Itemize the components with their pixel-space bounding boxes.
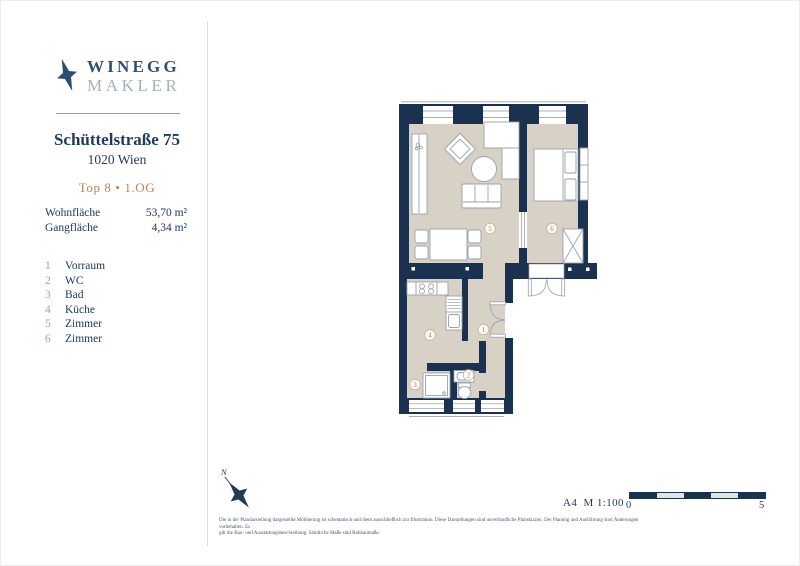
north-compass-icon (219, 464, 259, 516)
legend-label: Vorraum (65, 260, 106, 272)
legend-number: 6 (45, 332, 51, 345)
area-value: 4,34 m² (151, 222, 187, 234)
area-row-corridor (45, 221, 187, 236)
legend-number: 1 (45, 260, 51, 272)
pillow (565, 179, 576, 200)
legend-item (45, 317, 105, 332)
legend-number: 4 (45, 303, 51, 316)
room-legend (45, 259, 105, 347)
dining-table (430, 229, 467, 260)
scale-start-label: 0 (626, 500, 632, 511)
pillow (565, 152, 576, 173)
floor-plan-drawing (396, 99, 606, 424)
legend-label: Zimmer (65, 318, 103, 331)
property-unit: Top 8 • 1.OG (78, 180, 156, 195)
legend-label: Bad (65, 289, 84, 302)
compass-star-logo-icon (51, 54, 83, 94)
property-street: Schüttelstraße 75 (53, 130, 181, 149)
brand-subname: MAKLER (87, 76, 181, 95)
legend-item (45, 332, 105, 347)
property-city: 1020 Wien (87, 152, 147, 167)
room-number: 1 (481, 326, 486, 334)
legend-item (45, 303, 105, 318)
brand-wordmark (87, 58, 180, 94)
shower (423, 373, 450, 398)
sidebar-divider (207, 21, 208, 546)
scale-bar (629, 492, 766, 499)
round-table (472, 157, 497, 182)
disclaimer-text (219, 518, 659, 538)
brand-divider (56, 113, 180, 114)
stove (416, 282, 437, 295)
sink (449, 315, 460, 328)
format-scale-label: A4 M 1:100 (563, 497, 624, 509)
room-number: 3 (413, 381, 417, 389)
room-number: 2 (466, 371, 471, 380)
legend-number: 2 (45, 274, 51, 287)
room-number: 5 (488, 225, 492, 233)
legend-number: 3 (45, 289, 51, 302)
corridor-door (528, 279, 564, 296)
chair (415, 246, 428, 259)
legend-item (45, 288, 105, 303)
disclaimer-line: gilt die Bau- und Ausstattungsbeschreibung. Sämtliche Maße sind Rohbaumaße. (219, 531, 380, 536)
legend-label: Zimmer (65, 332, 103, 345)
area-value: 53,70 m² (145, 207, 187, 219)
disclaimer-line: Die in der Plandarstellung dargestellte Möblierung ist schematisch und dient ausschließlich zur Illustration. Diese Darstellungen sind unverbindliche Planskizzen. Der Planung und Ausführung sind Änderungen vorbehalten. Es (219, 518, 639, 530)
chair (468, 230, 481, 243)
area-label: Wohnfläche (45, 207, 101, 219)
legend-number: 5 (45, 318, 51, 331)
brand-name: WINEGG (87, 57, 180, 76)
sofa (462, 184, 501, 208)
area-row-living (45, 206, 187, 221)
legend-label: WC (65, 274, 84, 287)
chair (468, 246, 481, 259)
wardrobe (484, 122, 519, 148)
room-number: 4 (428, 331, 432, 340)
area-table (45, 206, 187, 236)
scale-end-label: 5 (759, 500, 765, 511)
area-label: Gangfläche (45, 222, 98, 234)
legend-item (45, 259, 105, 274)
legend-label: Küche (65, 303, 96, 316)
legend-item (45, 274, 105, 289)
wall-niche (580, 148, 588, 200)
chair (415, 230, 428, 243)
room-number: 6 (550, 225, 554, 233)
north-label: N (221, 467, 227, 477)
